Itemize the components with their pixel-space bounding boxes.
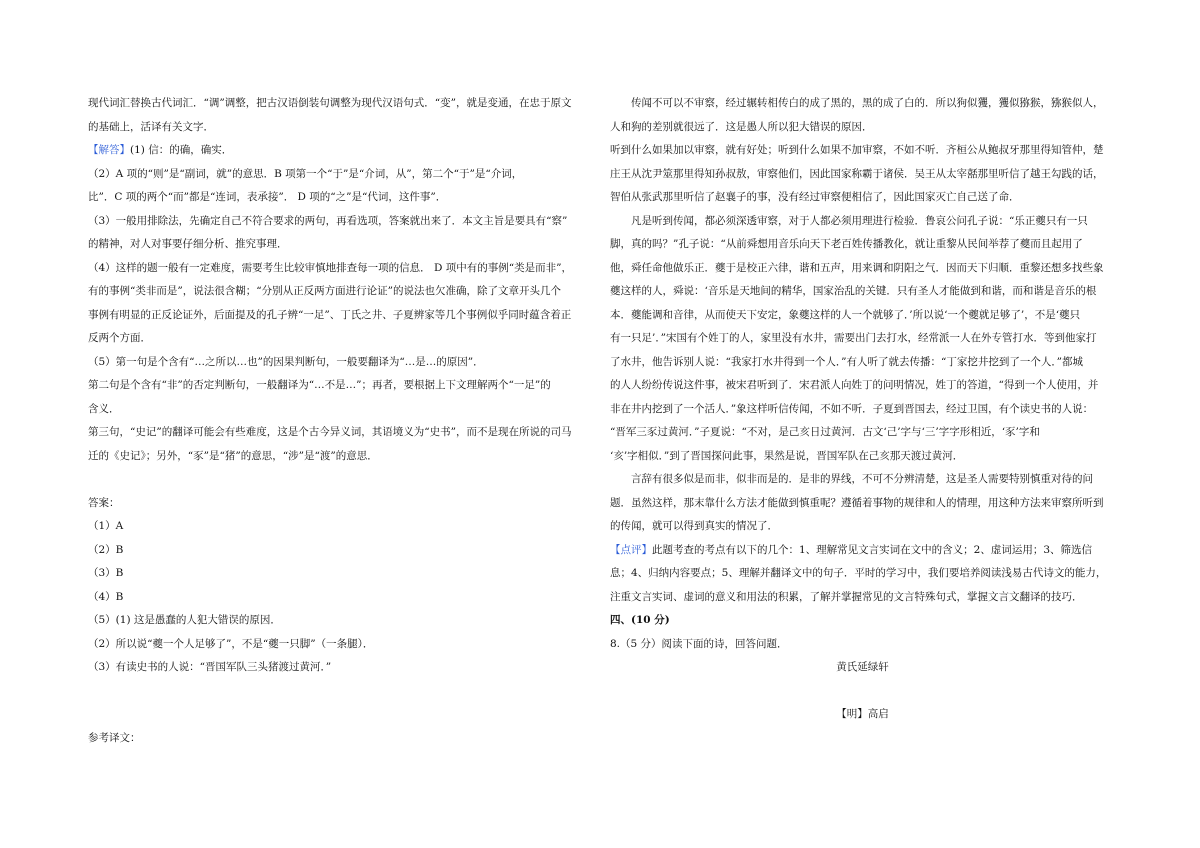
answer-item: （1）A — [88, 520, 124, 532]
analysis-line: 的精神，对人对事要仔细分析、推究事理． — [88, 238, 288, 250]
analysis-line: （2）A 项的“则”是“副词，就”的意思．B 项第一个“于”是“介词，从”，第二个“于”是“介词， — [88, 167, 523, 180]
paragraph-line: 了水井，他告诉别人说：“我家打水井得到一个人．”有人听了就去传播：“丁家挖井挖到了一个人．”都城 — [610, 355, 1083, 368]
left-column — [88, 92, 593, 750]
analysis-line: 有的事例“类非而是”，说法很含糊；“分别从正反两方面进行论证”的说法也欠准确，除了文章开头几个 — [88, 285, 561, 297]
analysis-line: 含义． — [88, 402, 120, 415]
poem-author: 【明】高启 — [836, 708, 889, 720]
comment-tag: 【点评】 — [610, 543, 652, 556]
paragraph-line: 有一只足’．”宋国有个姓丁的人，家里没有水井，需要出门去打水，经常派一人在外专管打水．等到他家打 — [610, 332, 1097, 344]
paragraph-line: 脚，真的吗？”孔子说：“从前舜想用音乐向天下老百姓传播教化，就让重黎从民间举荐了夔而且起用了 — [610, 238, 1083, 250]
paragraph-line: 非在井内挖到了一个活人．”象这样听信传闻，不如不听．子夏到晋国去，经过卫国，有个读史书的人说： — [610, 402, 1094, 415]
poem-title: 黄氏延绿轩 — [836, 661, 889, 673]
paragraph-line: 言辞有很多似是而非，似非而是的．是非的界线，不可不分辨清楚，这是圣人需要特别慎重对待的问 — [631, 473, 1093, 485]
analysis-first-line — [88, 139, 593, 163]
paragraph-line: 本．夔能调和音律，从而使天下安定，象夔这样的人一个就够了．’所以说‘一个夔就足够了’，不是‘夔只 — [610, 308, 1081, 321]
answer-item: （2）B — [88, 543, 124, 556]
analysis-line: 比”．C 项的两个“而”都是“连词，表承接”． D 项的“之”是“代词，这件事”． — [88, 191, 447, 203]
paragraph-line: 的传闻，就可以得到真实的情况了． — [610, 520, 778, 532]
paragraph-line: 凡是听到传闻，都必须深透审察，对于人都必须用理进行检验．鲁哀公问孔子说：“乐正夔只有一只 — [631, 214, 1088, 227]
right-column — [610, 92, 1115, 727]
analysis-line: （5）第一句是个含有“…之所以…也”的因果判断句，一般要翻译为“…是…的原因”． — [88, 355, 484, 368]
answer-item: （3）B — [88, 567, 124, 579]
reference-title: 参考译文： — [88, 731, 141, 744]
question-text: 8.（5 分）阅读下面的诗，回答问题． — [610, 637, 788, 650]
paragraph-line: 夔这样的人，舜说：‘音乐是天地间的精华，国家治乱的关键．只有圣人才能做到和谐，而和谐是音乐的根 — [610, 285, 1097, 297]
paragraph-line: 庄王从沈尹筮那里得知孙叔敖，审察他们，因此国家称霸于诸侯．吴王从太宰嚭那里听信了越王勾践的话， — [610, 167, 1104, 180]
analysis-line: 事例有明显的正反论证外，后面提及的孔子辨“一足”、丁氏之井、子夏辨家等几个事例似乎同时蕴含着正 — [88, 308, 572, 321]
comment-line: 息；4、归纳内容要点；5、理解并翻译文中的句子．平时的学习中，我们要培养阅读浅易古代诗文的能力， — [610, 567, 1107, 579]
intro-line: 现代词汇替换古代词汇．“调”调整，把古汉语倒装句调整为现代汉语句式．“变”，就是变通，在忠于原文 — [88, 97, 572, 109]
paragraph-line: 传闻不可以不审察，经过辗转相传白的成了黑的，黑的成了白的．所以狗似玃，玃似猕猴，猕猴似人， — [631, 97, 1104, 109]
analysis-line: （4）这样的题一般有一定难度，需要考生比较审慎地排查每一项的信息． D 项中有的事例“类是而非”， — [88, 261, 573, 274]
answer-item: （4）B — [88, 590, 124, 603]
answer-item: （5）(1) 这是愚蠢的人犯大错误的原因． — [88, 614, 281, 626]
section-heading: 四、(10 分) — [610, 614, 670, 626]
paragraph-line: ‘亥’字相似．”到了晋国探问此事，果然是说，晋国军队在己亥那天渡过黄河． — [610, 449, 964, 462]
intro-line: 的基础上，活译有关文字． — [88, 120, 214, 133]
answer-item: （3）有读史书的人说：“晋国军队三头猪渡过黄河．” — [88, 661, 332, 673]
paragraph-line: 智伯从张武那里听信了赵襄子的事，没有经过审察便相信了，因此国家灭亡自己送了命． — [610, 191, 1020, 203]
analysis-line: 第三句，“史记”的翻译可能会有些难度，这是个古今异义词，其语境义为“史书”，而不是现在所说的司马 — [88, 426, 572, 438]
paragraph-line: 听到什么如果加以审察，就有好处；听到什么如果不加审察，不如不听．齐桓公从鲍叔牙那里得知管仲，楚 — [610, 144, 1104, 156]
paragraph-line: 题．虽然这样，那末靠什么方法才能做到慎重呢？遵循着事物的规律和人的情理，用这种方法来审察所听到 — [610, 496, 1104, 509]
analysis-tag: 【解答】 — [88, 144, 130, 156]
paragraph-line: 他，舜任命他做乐正．夔于是校正六律，谐和五声，用来调和阴阳之气．因而天下归顺．重黎还想多找些象 — [610, 261, 1104, 274]
analysis-line: 第二句是个含有“非”的否定判断句，一般翻译为“…不是…”；再者，要根据上下文理解两个“一足”的 — [88, 379, 551, 391]
paragraph-line: 的人人纷纷传说这件事，被宋君听到了．宋君派人向姓丁的问明情况，姓丁的答道，“得到一个人使用，并 — [610, 379, 1099, 391]
analysis-first-text: (1) 信：的确，确实． — [130, 144, 233, 156]
analysis-line: （3）一般用排除法，先确定自己不符合要求的两句，再看选项，答案就出来了．本文主旨是要具有“察” — [88, 214, 568, 227]
analysis-line: 反两个方面． — [88, 332, 151, 344]
comment-first-text: 此题考查的考点有以下的几个：1、理解常见文言实词在文中的含义；2、虚词运用；3、筛选信 — [652, 543, 1093, 556]
answer-item: （2）所以说“夔一个人足够了”，不是“夔一只脚”（一条腿）． — [88, 637, 374, 650]
analysis-line: 迁的《史记》；另外，“豕”是“猪”的意思，“涉”是“渡”的意思． — [88, 449, 378, 462]
paragraph-line: 人和狗的差别就很远了．这是愚人所以犯大错误的原因． — [610, 120, 873, 133]
comment-line: 注重文言实词、虚词的意义和用法的积累，了解并掌握常见的文言特殊句式，掌握文言文翻译的技巧． — [610, 590, 1083, 603]
comment-first-line — [610, 539, 1115, 563]
answers-title: 答案： — [88, 496, 120, 509]
paragraph-line: “晋军三豕过黄河．”子夏说：“不对，是己亥日过黄河．古文‘己’字与‘三’字字形相近，‘豕’字和 — [610, 426, 1040, 438]
